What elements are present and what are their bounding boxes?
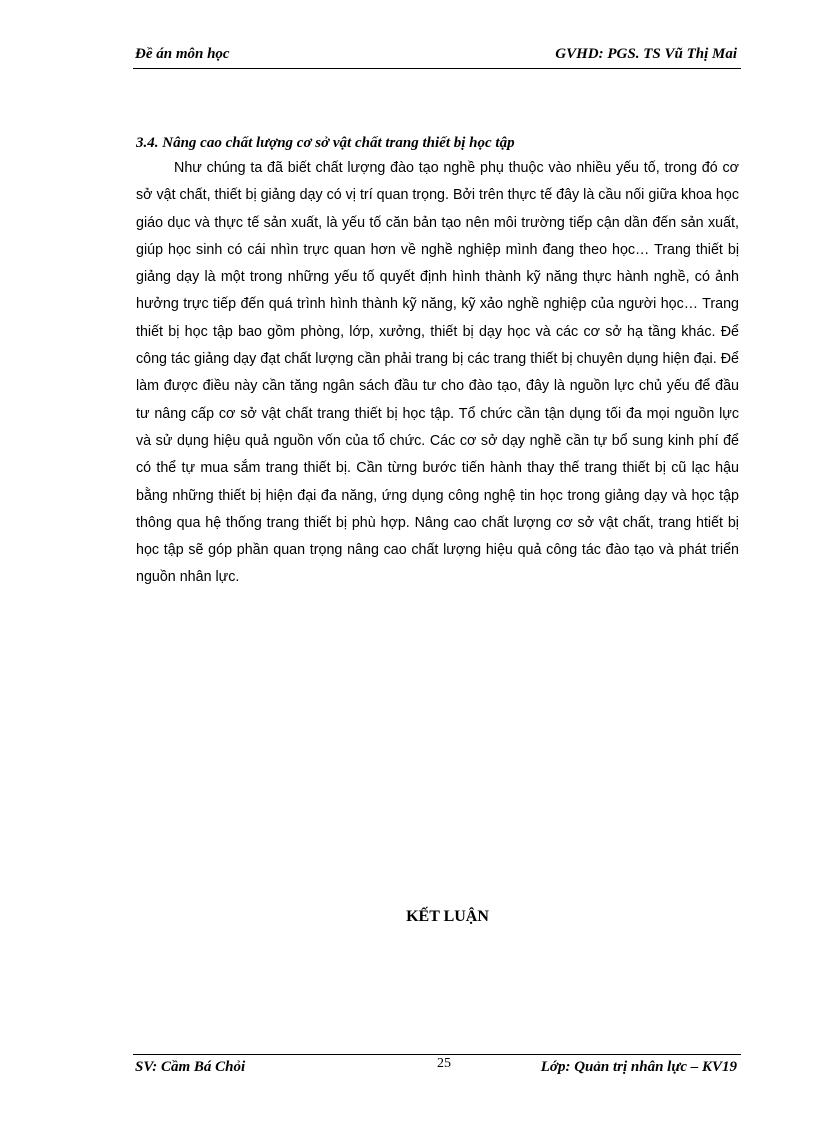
conclusion-title: KẾT LUẬN (406, 908, 489, 925)
footer-class: Lớp: Quản trị nhân lực – KV19 (540, 1059, 737, 1075)
header-supervisor: GVHD: PGS. TS Vũ Thị Mai (555, 46, 737, 62)
header-course-title: Đề án môn học (135, 46, 230, 62)
page-header (133, 44, 741, 69)
page-number: 25 (437, 1056, 451, 1071)
page-footer (133, 1054, 741, 1081)
section-heading: 3.4. Nâng cao chất lượng cơ sở vật chất trang thiết bị học tập (136, 135, 515, 151)
footer-student: SV: Cầm Bá Chỏi (135, 1059, 246, 1075)
section-paragraph: Như chúng ta đã biết chất lượng đào tạo nghề phụ thuộc vào nhiều yếu tố, trong đó cơ sở vật chất, thiết bị giảng dạy có vị trí quan trọng. Bởi trên thực tế đây là cầu nối giữa khoa học giáo dục và thực tế sản xuất, là yếu tố căn bản tạo nên môi trường tiếp cận dần đến sản xuất, giúp học sinh có cái nhìn trực quan hơn về nghề nghiệp mình đang theo học… Trang thiết bị giảng dạy là một trong những yếu tố quyết định hình thành kỹ năng thực hành nghề, có ảnh hưởng trực tiếp đến quá trình hình thành kỹ năng, kỹ xảo nghề nghiệp của người học… Trang thiết bị học tập bao gồm phòng, lớp, xưởng, thiết bị dạy học và các cơ sở hạ tầng khác. Để công tác giảng dạy đạt chất lượng cần phải trang bị các trang thiết bị chuyên dụng hiện đại. Để làm được điều này cần tăng ngân sách đầu tư cho đào tạo, đây là nguồn lực chủ yếu để đầu tư nâng cấp cơ sở vật chất trang thiết bị học tập. Tổ chức cần tận dụng tối đa mọi nguồn lực và sử dụng hiệu quả nguồn vốn của tổ chức. Các cơ sở dạy nghề cần tự bổ sung kinh phí để có thể tự mua sắm trang thiết bị. Cần từng bước tiến hành thay thế trang thiết bị cũ lạc hậu bằng những thiết bị hiện đại đa năng, ứng dụng công nghệ tin học trong giảng dạy và học tập thông qua hệ thống trang thiết bị phù hợp. Nâng cao chất lượng cơ sở vật chất, trang htiết bị học tập sẽ góp phần quan trọng nâng cao chất lượng hiệu quả công tác đào tạo và phát triển nguồn nhân lực. (136, 160, 739, 586)
